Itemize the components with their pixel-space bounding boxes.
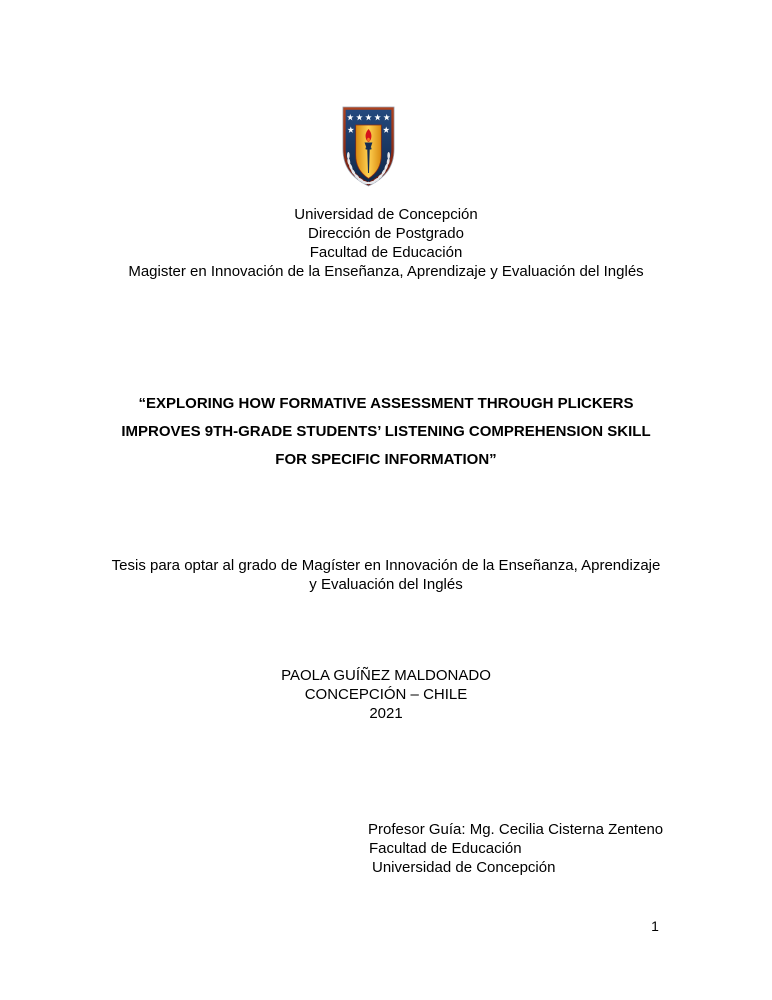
advisor-name: Profesor Guía: Mg. Cecilia Cisterna Zenteno — [368, 821, 664, 838]
university-name: Universidad de Concepción — [294, 206, 478, 223]
advisor-faculty: Facultad de Educación — [369, 840, 522, 857]
year: 2021 — [369, 705, 403, 722]
thesis-title-line-2: IMPROVES 9TH-GRADE STUDENTS’ LISTENING COMPREHENSION SKILL — [121, 423, 651, 440]
thesis-title-line-1: “EXPLORING HOW FORMATIVE ASSESSMENT THROUGH PLICKERS — [138, 395, 634, 412]
city-country: CONCEPCIÓN – CHILE — [304, 686, 468, 703]
degree-statement-line-1: Tesis para optar al grado de Magíster en Innovación de la Enseñanza, Aprendizaje — [111, 557, 661, 574]
thesis-title — [60, 390, 712, 474]
page-number: 1 — [651, 918, 659, 934]
postgraduate-office: Dirección de Postgrado — [308, 225, 464, 242]
author-name: PAOLA GUÍÑEZ MALDONADO — [281, 667, 491, 684]
university-crest-icon — [338, 104, 399, 189]
faculty-name: Facultad de Educación — [309, 244, 463, 261]
program-name: Magister en Innovación de la Enseñanza, Aprendizaje y Evaluación del Inglés — [128, 263, 644, 280]
degree-statement — [40, 556, 732, 594]
institution-header — [0, 205, 772, 281]
author-block — [0, 666, 772, 723]
advisor-block — [368, 820, 663, 877]
advisor-university: Universidad de Concepción — [372, 859, 556, 876]
thesis-title-line-3: FOR SPECIFIC INFORMATION” — [275, 451, 497, 468]
degree-statement-line-2: y Evaluación del Inglés — [309, 576, 463, 593]
